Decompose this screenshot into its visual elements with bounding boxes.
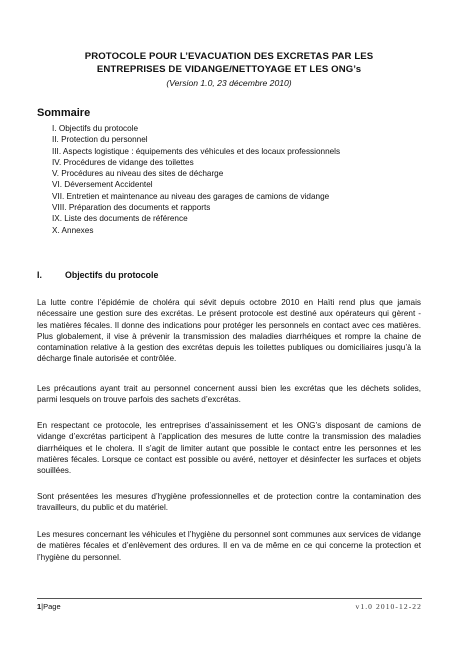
- toc-item: IV. Procédures de vidange des toilettes: [52, 157, 194, 167]
- paragraph: La lutte contre l’épidémie de choléra qui sévit depuis octobre 2010 en Haïti rend plus que jamais nécessaire une gestion sure des excrétas. Le présent protocole est destiné aux opérateurs qui gèrent - les matières fécales. Il donne des indications pour protéger les personnels en contact avec ces matières. Plus globalement, il vise à prévenir la transmission des maladies diarrhéiques et rompre la chaine de contamination relative à la gestion des excrétas depuis les toilettes publiques ou domiciliaires jusqu’à la décharge finale autorisée et contrôlée.: [37, 298, 421, 364]
- toc-item: VII. Entretien et maintenance au niveau des garages de camions de vidange: [52, 191, 330, 201]
- title-line-2: ENTREPRISES DE VIDANGE/NETTOYAGE ET LES ONG’s: [96, 64, 362, 76]
- toc-item: III. Aspects logistique : équipements des véhicules et des locaux professionnels: [52, 146, 341, 156]
- footer-version: v1.0 2010-12-22: [355, 602, 422, 611]
- page-number: 1: [37, 602, 42, 611]
- paragraph: Sont présentées les mesures d’hygiène professionnelles et de protection contre la contamination des travailleurs, du public et du matériel.: [37, 492, 421, 513]
- page-footer: [37, 598, 422, 612]
- document-version: (Version 1.0, 23 décembre 2010): [166, 78, 292, 88]
- toc-item: VIII. Préparation des documents et rapports: [52, 203, 211, 213]
- toc-item: VI. Déversement Accidentel: [52, 180, 153, 190]
- section-number: I.: [37, 270, 42, 280]
- page-label: |Page: [41, 602, 61, 611]
- paragraph: En respectant ce protocole, les entreprises d’assainissement et les ONG’s disposant de camions de vidange d’excrétas participent à l’application des mesures de lutte contre la transmission des maladies diarrhéiques et le cholera. Il s’agit de limiter autant que possible le contact entre les personnes et les matières fécales. Lorsque ce contact est possible ou avéré, nettoyer et désinfecter les surfaces et objets souillées.: [37, 421, 421, 476]
- toc-item: II. Protection du personnel: [52, 135, 148, 145]
- toc-item: X. Annexes: [52, 225, 94, 235]
- title-line-1: PROTOCOLE POUR L’EVACUATION DES EXCRETAS PAR LES: [84, 51, 374, 62]
- paragraph: Les précautions ayant trait au personnel concernent aussi bien les excrétas que les déchets solides, parmi lesquels on trouve parfois des sachets d’excrétas.: [37, 384, 421, 405]
- section-title: Objectifs du protocole: [65, 270, 159, 280]
- sommaire-heading: Sommaire: [37, 107, 91, 119]
- toc-item: I. Objectifs du protocole: [52, 124, 139, 133]
- document-title: [40, 50, 418, 76]
- section-heading: [37, 270, 158, 280]
- page-indicator: [37, 602, 61, 611]
- paragraph: Les mesures concernant les véhicules et l’hygiène du personnel sont communes aux services de vidange de matières fécales et d’enlèvement des ordures. Il en va de même en ce qui concerne la protection et l’hygiène du personnel.: [37, 530, 421, 562]
- toc-item: IX. Liste des documents de référence: [52, 214, 188, 224]
- toc-item: V. Procédures au niveau des sites de décharge: [52, 169, 224, 179]
- table-of-contents: [52, 123, 340, 236]
